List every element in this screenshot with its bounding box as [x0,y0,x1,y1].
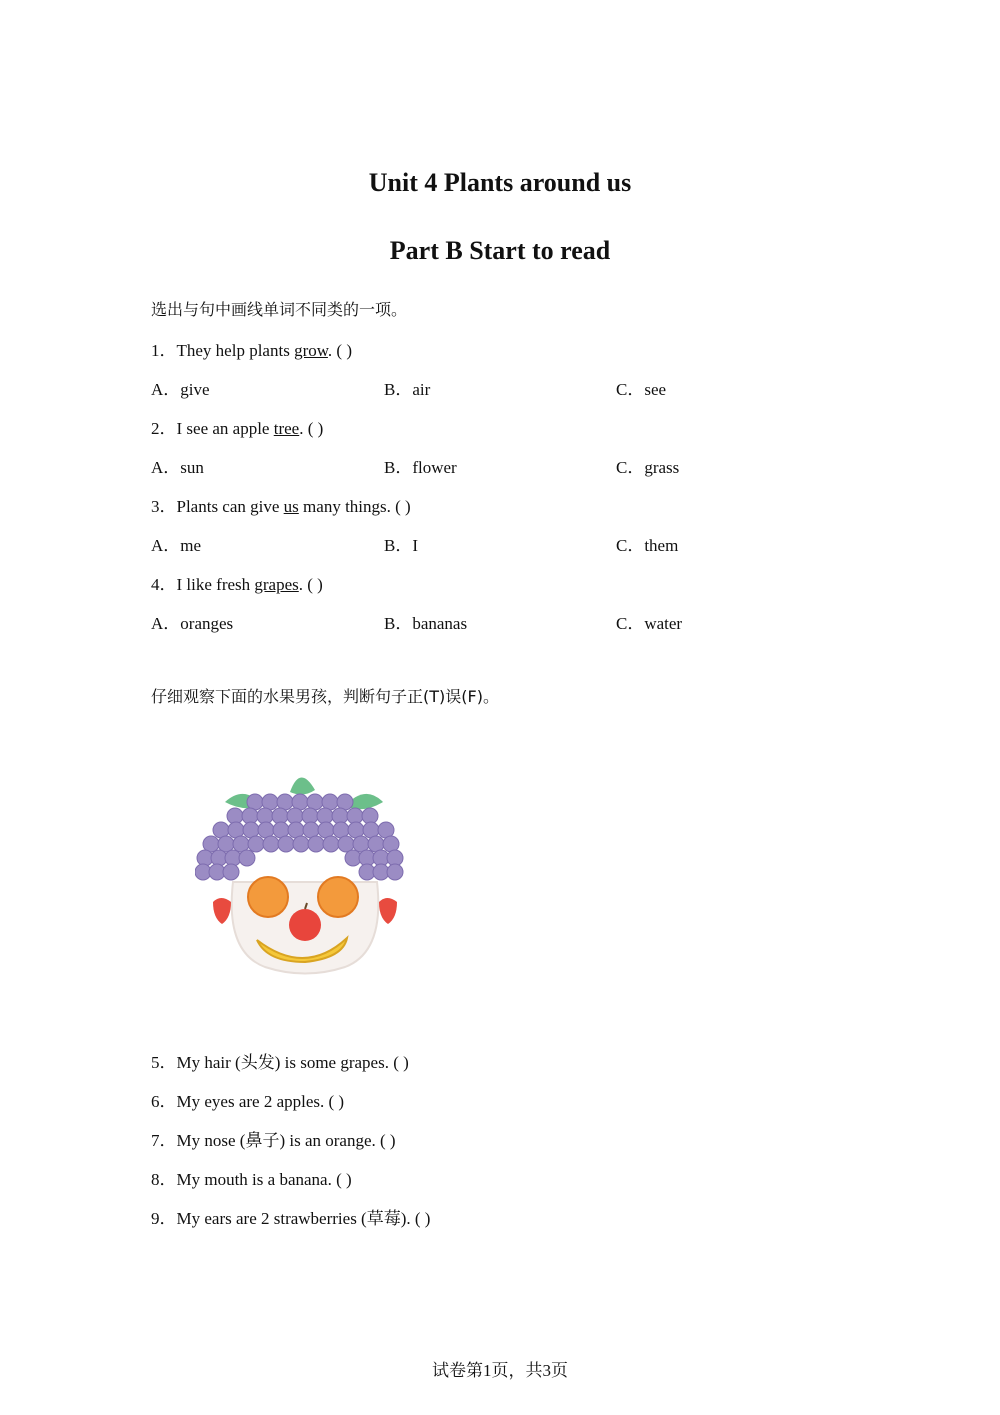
option-a: A．oranges [151,614,234,633]
answer-blank: . ( ) [298,575,323,594]
section1-instruction: 选出与句中画线单词不同类的一项。 [151,300,408,319]
statement-text: My hair (头发) is some grapes. ( ) [176,1053,409,1072]
option-a: A．give [151,380,210,399]
underlined-word: grapes [254,575,299,594]
answer-blank: many things. ( ) [298,497,411,516]
option-b: B．bananas [384,614,468,633]
underlined-word: us [283,497,299,516]
option-a: A．me [151,536,202,555]
statement-number: 8． [151,1170,177,1189]
answer-blank: . ( ) [327,341,352,360]
page-footer: 试卷第1页，共3页 [432,1361,568,1380]
option-c: C．them [616,536,679,555]
question-3 [151,492,411,517]
underlined-word: grow [294,341,328,360]
statement-6 [151,1087,344,1112]
statement-number: 9． [151,1209,177,1228]
option-b: B．I [384,536,418,555]
grape [383,836,399,852]
statement-text: My mouth is a banana. ( ) [176,1170,352,1189]
option-c: C．water [616,614,683,633]
statement-5 [151,1048,409,1073]
grape [387,864,403,880]
question-number: 2． [151,419,177,438]
question-text: I see an apple [176,419,274,438]
page-subtitle: Part B Start to read [389,236,611,265]
underlined-word: tree [273,419,300,438]
option-c: C．grass [616,458,680,477]
statement-number: 5． [151,1053,177,1072]
grape [223,864,239,880]
answer-blank: . ( ) [299,419,324,438]
question-text: Plants can give [176,497,284,516]
strawberry-ear-left [213,898,231,924]
question-number: 1． [151,341,177,360]
option-b: B．air [384,380,431,399]
grape [278,836,294,852]
statement-8 [151,1165,352,1190]
statement-text: My nose (鼻子) is an orange. ( ) [176,1131,396,1150]
question-text: I like fresh [176,575,255,594]
grape [263,836,279,852]
grape [338,836,354,852]
grape [248,836,264,852]
grape [218,836,234,852]
fruit-boy-illustration [195,762,415,982]
statement-7 [151,1126,396,1151]
orange-eye-right [318,877,358,917]
statement-9 [151,1204,430,1229]
grape [308,836,324,852]
leaf-icon [290,777,315,794]
orange-eye-left [248,877,288,917]
question-4 [151,570,323,595]
question-2 [151,414,323,439]
question-text: They help plants [176,341,295,360]
apple-nose [289,909,321,941]
question-number: 3． [151,497,177,516]
statement-text: My eyes are 2 apples. ( ) [176,1092,345,1111]
question-number: 4． [151,575,177,594]
statement-number: 7． [151,1131,177,1150]
option-c: C．see [616,380,667,399]
section2-instruction: 仔细观察下面的水果男孩，判断句子正(T)误(F)。 [151,687,499,706]
question-1 [151,336,352,361]
grape [293,836,309,852]
option-b: B．flower [384,458,457,477]
strawberry-ear-right [379,898,397,924]
grape [239,850,255,866]
page-title: Unit 4 Plants around us [368,168,632,197]
grape [323,836,339,852]
statement-text: My ears are 2 strawberries (草莓). ( ) [176,1209,431,1228]
option-a: A．sun [151,458,204,477]
statement-number: 6． [151,1092,177,1111]
